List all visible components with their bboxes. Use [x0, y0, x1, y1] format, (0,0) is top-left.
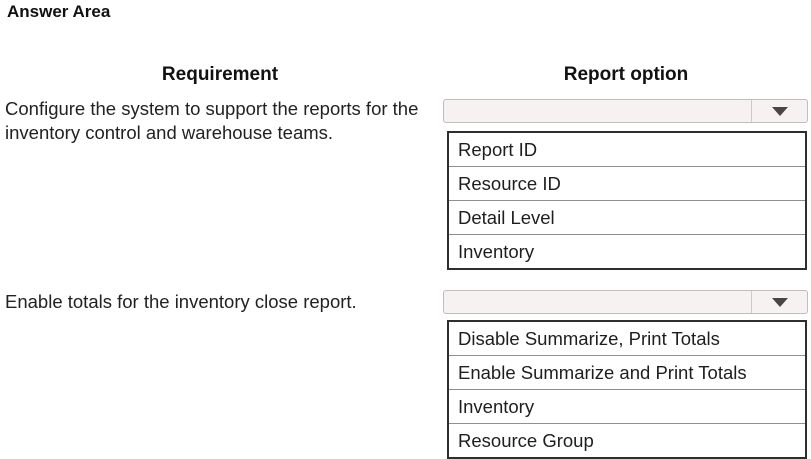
page-title: Answer Area — [7, 2, 111, 21]
column-header-report-option: Report option — [563, 64, 689, 85]
report-option-dropdown-2[interactable] — [443, 290, 808, 314]
requirement-text-1: Configure the system to support the reports for the inventory control and warehouse teams. — [5, 98, 419, 143]
dropdown-2-arrow-button[interactable] — [751, 291, 807, 313]
dropdown-1-options-list — [447, 131, 807, 270]
requirement-text-2: Enable totals for the inventory close report. — [5, 291, 357, 312]
chevron-down-icon — [772, 107, 788, 116]
dropdown-2-option-resource-group[interactable]: Resource Group — [449, 423, 805, 457]
dropdown-1-option-report-id[interactable]: Report ID — [458, 138, 538, 160]
column-header-requirement: Requirement — [161, 64, 279, 85]
dropdown-1-arrow-button[interactable] — [751, 100, 807, 122]
dropdown-2-option-disable-summarize[interactable]: Disable Summarize, Print Totals — [458, 327, 720, 349]
report-option-dropdown-1[interactable] — [443, 99, 808, 123]
dropdown-2-option-enable-summarize[interactable]: Enable Summarize and Print Totals — [449, 355, 805, 389]
dropdown-1-option-resource-id[interactable]: Resource ID — [449, 166, 805, 200]
dropdown-1-option-detail-level[interactable]: Detail Level — [449, 200, 805, 234]
dropdown-2-options-list — [447, 320, 807, 459]
dropdown-2-option-inventory[interactable]: Inventory — [449, 389, 805, 423]
dropdown-1-option-inventory[interactable]: Inventory — [449, 234, 805, 268]
chevron-down-icon — [772, 298, 788, 307]
